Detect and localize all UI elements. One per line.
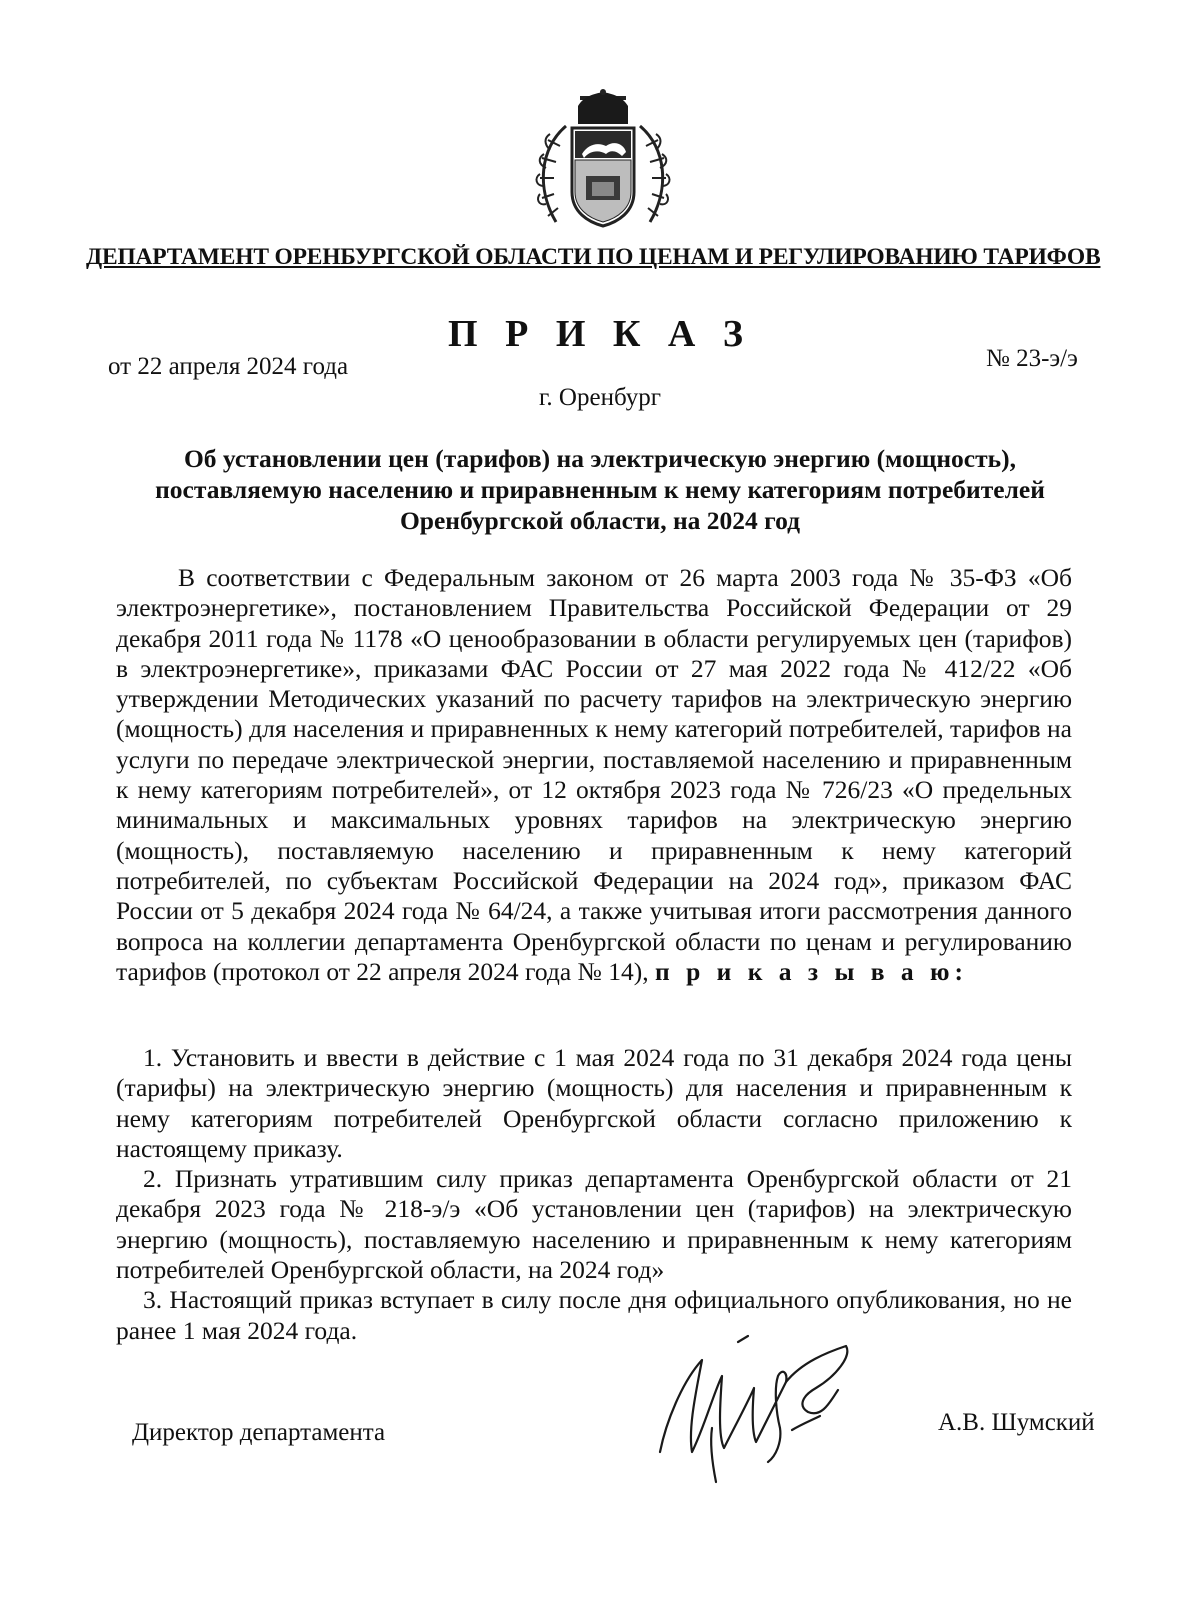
handwritten-signature xyxy=(652,1332,864,1502)
subject-line: Об установлении цен (тарифов) на электрическую энергию (мощность), xyxy=(183,444,1017,473)
decree-word: п р и к а з ы в а ю: xyxy=(655,956,969,986)
order-date: от 22 апреля 2024 года xyxy=(108,353,349,380)
subject-line: поставляемую населению и приравненным к нему категориям потребителей xyxy=(155,475,1045,504)
preamble-paragraph xyxy=(116,563,1072,987)
order-title: П Р И К А З xyxy=(448,313,752,355)
order-item-3: 3. Настоящий приказ вступает в силу после дня официального опубликования, но не ранее 1 мая 2024 года. xyxy=(116,1285,1072,1345)
order-item-2: 2. Признать утратившим силу приказ департамента Оренбургской области от 21 декабря 2023 года № 218-э/э «Об установлении цен (тарифов) на электрическую энергию (мощность), поставляемую населению и приравненным к нему категориям потребителей Оренбургской области, на 2024 год» xyxy=(116,1164,1072,1285)
subject-line: Оренбургской области, на 2024 год xyxy=(399,506,801,535)
signatory-position: Директор департамента xyxy=(132,1419,386,1446)
order-city: г. Оренбург xyxy=(539,384,661,411)
preamble-text: В соответствии с Федеральным законом от 26 марта 2003 года № 35-ФЗ «Об электроэнергетике», постановлением Правительства Российской Федерации от 29 декабря 2011 года № 1178 «О ценообразовании в области регулируемых цен (тарифов) в электроэнергетике», приказами ФАС России от 27 мая 2022 года № 412/22 «Об утверждении Методических указаний по расчету тарифов на электрическую энергию (мощность) для населения и приравненных к нему категорий потребителей, тарифов на услуги по передаче электрической энергии, поставляемой населению и приравненным к нему категориям потребителей», от 12 октября 2023 года № 726/23 «О предельных минимальных и максимальных уровнях тарифов на электрическую энергию (мощность), поставляемую населению и приравненным к нему категорий потребителей, по субъектам Российской Федерации на 2024 год», приказом ФАС России от 5 декабря 2024 года № 64/24, а также учитывая итоги рассмотрения данного вопроса на коллегии департамента Оренбургской области по ценам и регулированию тарифов (протокол от 22 апреля 2024 года № 14), xyxy=(116,563,1072,986)
order-items xyxy=(116,1043,1072,1346)
order-item-1: 1. Установить и ввести в действие с 1 мая 2024 года по 31 декабря 2024 года цены (тарифы) на электрическую энергию (мощность) для населения и приравненным к нему категориям потребителей Оренбургской области согласно приложению к настоящему приказу. xyxy=(116,1043,1072,1163)
coat-of-arms-emblem xyxy=(526,88,680,230)
department-header: ДЕПАРТАМЕНТ ОРЕНБУРГСКОЙ ОБЛАСТИ ПО ЦЕНАМ И РЕГУЛИРОВАНИЮ ТАРИФОВ xyxy=(86,244,1101,270)
order-number: № 23-э/э xyxy=(986,345,1078,372)
order-subject xyxy=(100,443,1100,536)
signatory-name: А.В. Шумский xyxy=(938,1409,1095,1436)
